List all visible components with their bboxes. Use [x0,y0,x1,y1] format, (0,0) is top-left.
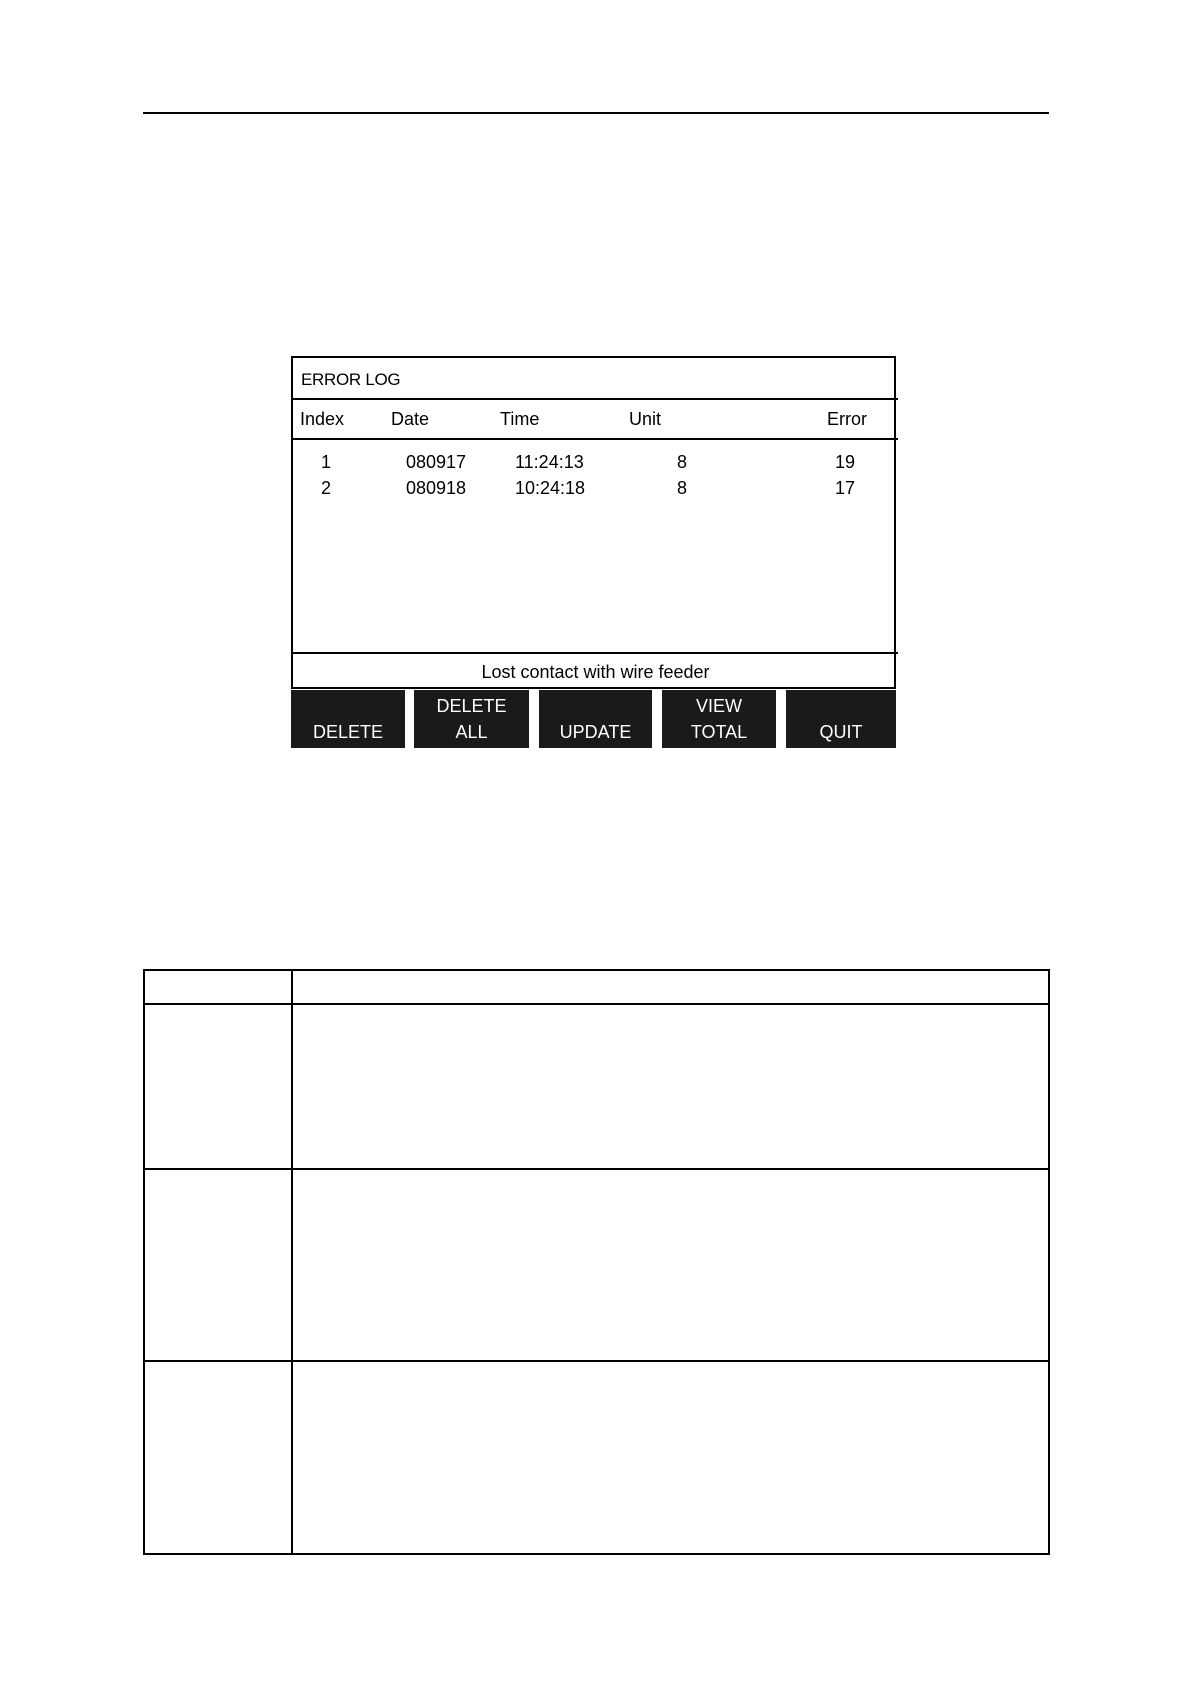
delete-button[interactable] [291,690,405,748]
status-message: Lost contact with wire feeder [481,662,710,682]
row-unit: 8 [677,452,688,472]
table-column-divider [291,971,293,1553]
row-error: 17 [835,478,856,498]
error-log-screen [291,356,897,748]
row-date: 080918 [406,478,467,498]
update-button[interactable] [539,690,652,748]
table-row-divider [145,1168,1048,1170]
softkey-line1: DELETE [436,696,507,716]
status-divider [293,652,898,654]
column-header-index: Index [300,409,345,429]
softkey-line1: VIEW [695,696,742,716]
quit-button[interactable] [786,690,896,748]
table-row-divider [145,1003,1048,1005]
header-divider [293,438,898,440]
softkey-line2: UPDATE [559,722,632,742]
header-rule [143,112,1049,114]
row-date: 080917 [406,452,467,472]
column-header-date: Date [391,409,430,429]
row-index: 1 [321,452,332,472]
softkey-line2: DELETE [312,722,384,742]
table-row-divider [145,1360,1048,1362]
screen-title: ERROR LOG [301,370,401,389]
screen-frame [291,356,896,689]
row-unit: 8 [677,478,688,498]
softkey-line2: QUIT [819,722,863,742]
delete-all-button[interactable] [414,690,529,748]
view-total-button[interactable] [662,690,776,748]
softkey-line2: ALL [455,722,488,742]
row-time: 10:24:18 [515,478,586,498]
column-header-time: Time [500,409,540,429]
row-error: 19 [835,452,856,472]
column-header-unit: Unit [629,409,662,429]
softkey-line2: TOTAL [690,722,748,742]
column-header-error: Error [827,409,867,429]
row-time: 11:24:13 [515,452,584,472]
title-divider [293,398,898,400]
row-index: 2 [321,478,332,498]
description-table [143,969,1050,1555]
